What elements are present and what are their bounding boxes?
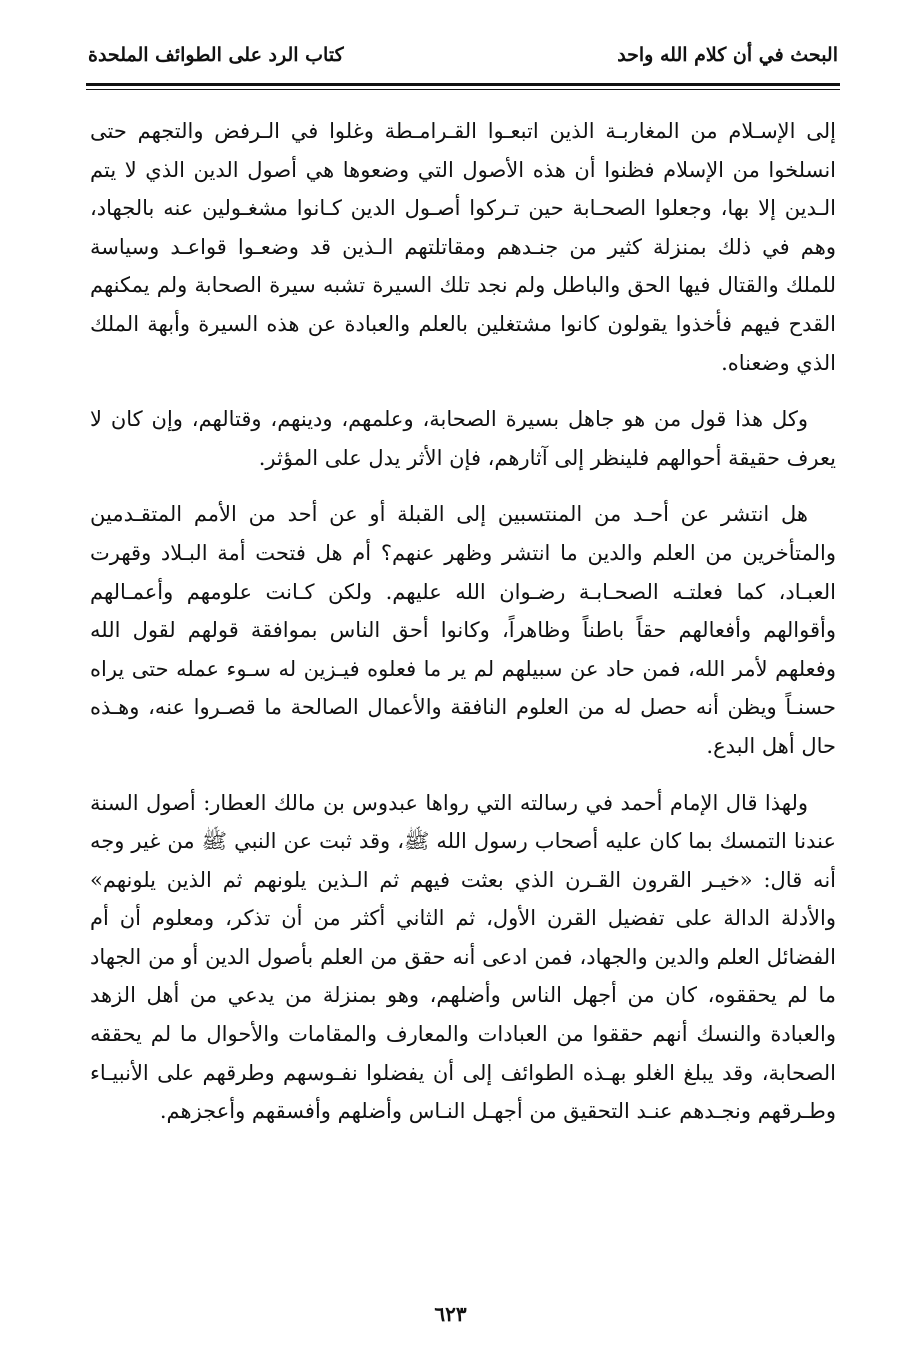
body-text: [90, 112, 836, 1149]
paragraph: ولهذا قال الإمام أحمد في رسالته التي رواها عبدوس بن مالك العطار: أصول السنة عندنا التمسك بما كان عليه أصحاب رسول الله ﷺ، وقد ثبت عن النبي ﷺ من غير وجه أنه قال: «خيـر القرون القـرن الذي بعثت فيهم ثم الـذين يلونهم ثم الذين يلونهم» والأدلة الدالة على تفضيل القرن الأول، ثم الثاني أكثر من أن تذكر، ومعلوم أن أم الفضائل العلم والدين والجهاد، فمن ادعى أنه حقق من العلم بأصول الدين أو من الجهاد ما لم يحققوه، كان من أجهل الناس وأضلهم، وهو بمنزلة من يدعي من أهل الزهد والعبادة والنسك أنهم حققوا من العبادات والمعارف والمقامات والأحوال ما لم يحققه الصحابة، وقد يبلغ الغلو بهـذه الطوائف إلى أن يفضلوا نفـوسهم وطرقهم على الأنبيـاء وطـرقهم ونجـدهم عنـد التحقيق من أجهـل النـاس وأضلهم وأفسقهم وأعجزهم.: [90, 790, 836, 1124]
header-rule-thick: [86, 83, 840, 86]
page-number: ٦٢٣: [434, 1302, 467, 1326]
paragraph: إلى الإسـلام من المغاربـة الذين اتبعـوا القـرامـطة وغلوا في الـرفض والتجهم حتى انسلخوا من الإسلام فظنوا أن هذه الأصول التي وضعوها هي أصول الدين الذي لا يتم الـدين إلا بها، وجعلوا الصحـابة حين تـركوا أصـول الدين كـانوا مشغـولين عنه بالجهاد، وهم في ذلك بمنزلة كثير من جنـدهم ومقاتلتهم الـذين قد وضعـوا قواعـد وسياسة للملك والقتال فيها الحق والباطل ولم نجد تلك السيرة تشبه سيرة الصحابة ولم يمكنهم القدح فيهم فأخذوا يقولون كانوا مشتغلين بالعلم والعبادة عن هذه السيرة وأبهة الملك الذي وضعناه.: [90, 119, 836, 375]
header-section-title: البحث في أن كلام الله واحد: [617, 44, 838, 66]
paragraph: هل انتشر عن أحـد من المنتسبين إلى القبلة أو عن أحد من الأمم المتقـدمين والمتأخرين من العلم والدين ما انتشر وظهر عنهم؟ أم هل فتحت أمة البـلاد وقهرت العبـاد، كما فعلتـه الصحـابـة رضـوان الله عليهم. ولكن كـانت علومهم وأعمـالهم وأقوالهم وأفعالهم حقاً باطناً وظاهراً، وكانوا أحق الناس بموافقة قولهم لقول الله وفعلهم لأمر الله، فمن حاد عن سبيلهم لم ير ما فعلوه فيـزين له سـوء عمله حتى يراه حسنـاً ويظن أنه حصل له من العلوم النافقة والأعمال الصالحة ما قصـروا عنه، وهـذه حال أهل البدع.: [90, 502, 836, 758]
paragraph: وكل هذا قول من هو جاهل بسيرة الصحابة، وعلمهم، ودينهم، وقتالهم، وإن كان لا يعرف حقيقة أحوالهم فلينظر إلى آثارهم، فإن الأثر يدل على المؤثر.: [90, 407, 836, 470]
running-header: [88, 40, 838, 76]
header-book-title: كتاب الرد على الطوائف الملحدة: [88, 44, 344, 66]
header-rule-thin: [86, 89, 840, 90]
